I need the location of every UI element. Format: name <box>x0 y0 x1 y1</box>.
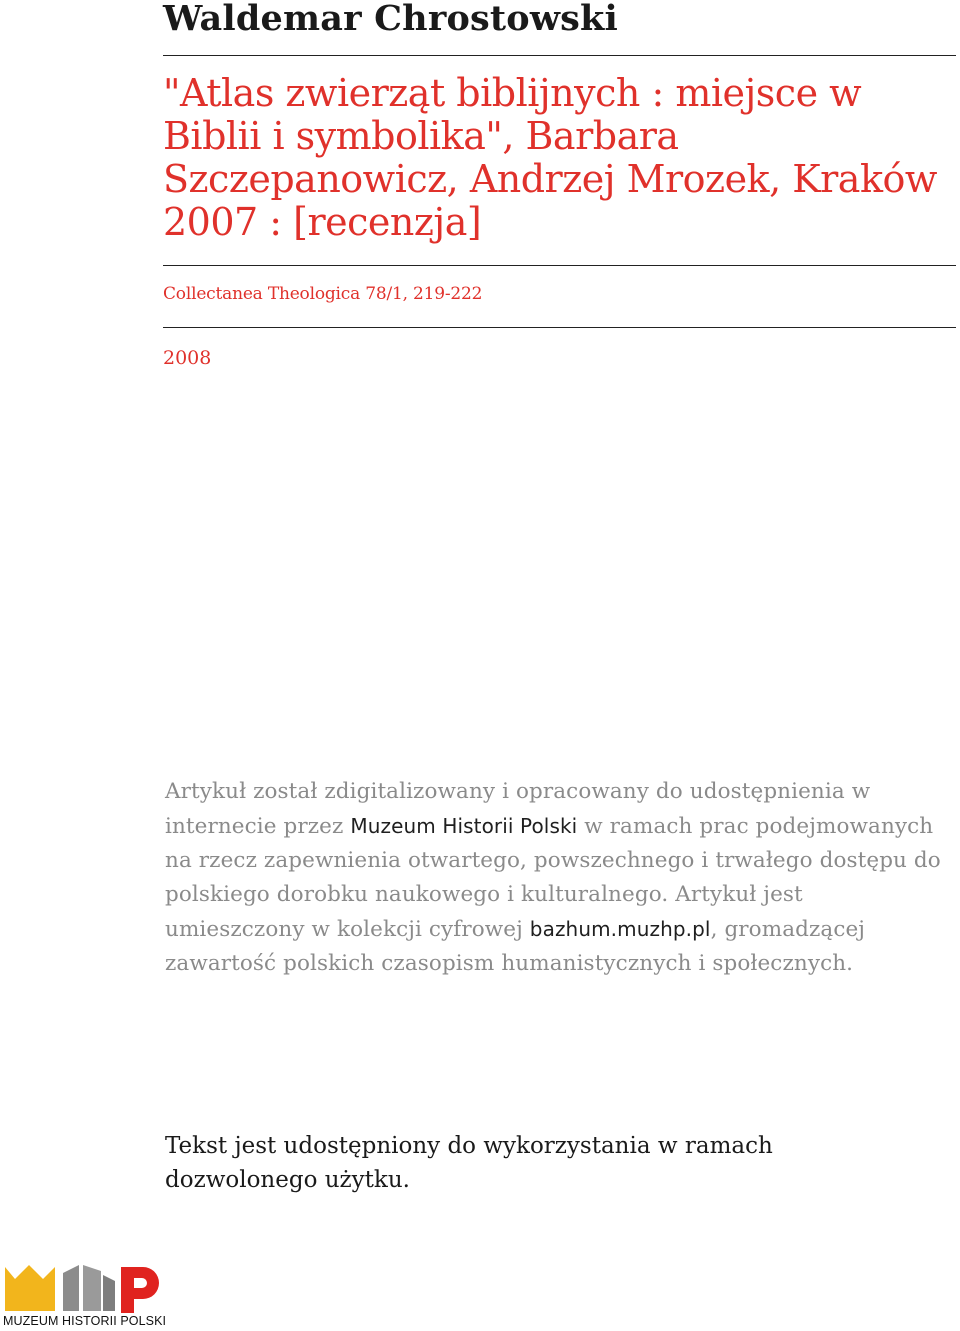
logo-caption: MUZEUM HISTORII POLSKI <box>3 1314 167 1328</box>
logo-crown-shape <box>5 1265 55 1311</box>
document-title: "Atlas zwierząt biblijnych : miejsce w Biblii i symbolika", Barbara Szczepanowicz, Andrzej Mrozek, Kraków 2007 : [recenzja] <box>163 71 937 244</box>
notice-text: Artykuł został zdigitalizowany i opracowany do udostępnienia w internecie przez <box>165 779 871 839</box>
notice-text: w ramach prac podejmowanych na rzecz zapewnienia otwartego, powszechnego i trwałego dostępu do polskiego dorobku naukowego i kulturalnego. Artykuł jest umieszczony w kolekcji cyfrowej <box>165 814 941 942</box>
divider <box>163 265 956 266</box>
logo-h-shape <box>63 1265 79 1311</box>
notice-text: , gromadzącej zawartość polskich czasopism humanistycznych i społecznych. <box>165 917 866 976</box>
usage-notice: Tekst jest udostępniony do wykorzystania w ramach dozwolonego użytku. <box>165 1133 773 1193</box>
source-citation: Collectanea Theologica 78/1, 219-222 <box>163 284 483 304</box>
bazhum-link[interactable]: bazhum.muzhp.pl <box>529 917 711 941</box>
museum-link[interactable]: Muzeum Historii Polski <box>350 814 578 838</box>
logo-p-shape <box>121 1267 159 1313</box>
divider <box>163 327 956 328</box>
author-name: Waldemar Chrostowski <box>163 0 619 39</box>
digitization-notice <box>165 775 945 981</box>
publication-year: 2008 <box>163 347 212 369</box>
logo-h-shape <box>103 1275 115 1311</box>
divider <box>163 55 956 56</box>
logo-h-shape <box>83 1265 101 1311</box>
